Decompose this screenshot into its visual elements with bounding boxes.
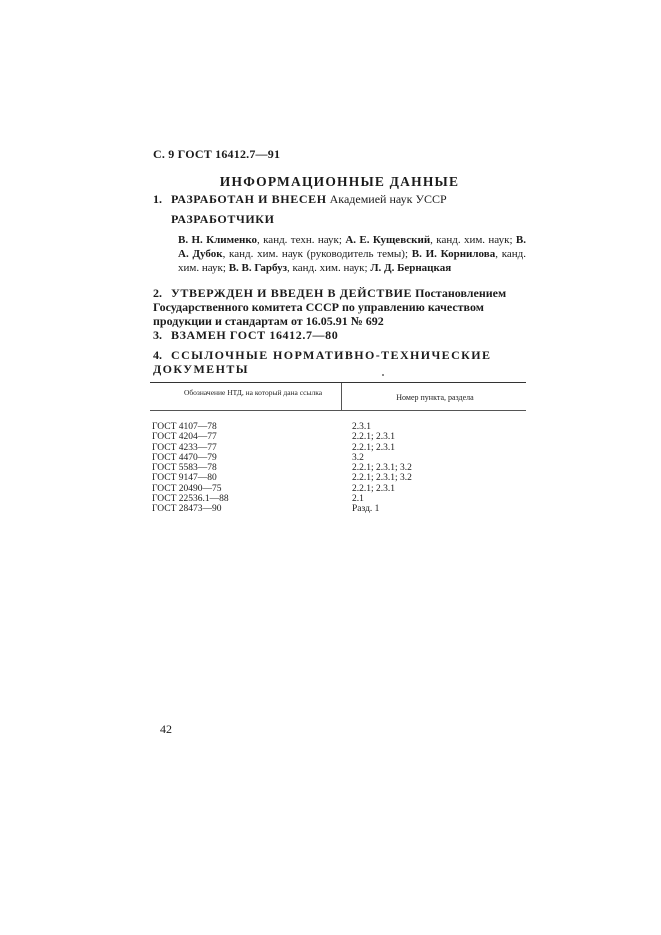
developers-heading: РАЗРАБОТЧИКИ [171, 212, 275, 226]
page-title: ИНФОРМАЦИОННЫЕ ДАННЫЕ [219, 174, 460, 189]
page-number: 42 [160, 722, 172, 736]
table-cell-doc: ГОСТ 4233—77 [152, 442, 217, 453]
table-cell-doc: ГОСТ 22536.1—88 [152, 494, 229, 505]
table-cell-ref: 2.2.1; 2.3.1 [352, 483, 396, 494]
author-role: , канд. хим. наук; [430, 234, 516, 246]
section-1 [153, 192, 525, 206]
section-2-caps: УТВЕРЖДЕН И ВВЕДЕН В ДЕЙСТВИЕ [171, 286, 413, 300]
table-cell-doc: ГОСТ 4107—78 [152, 422, 217, 432]
author-name: В. И. Корнилова [411, 248, 496, 260]
section-number: 4. [153, 348, 162, 362]
section-number: 1. [153, 192, 162, 206]
author-name: Л. Д. Бернацкая [370, 262, 452, 274]
table-cell-doc: ГОСТ 4204—77 [152, 432, 217, 443]
author-name: А. Е. Кущевский [345, 234, 431, 246]
author-name: В. Н. Клименко [178, 234, 258, 246]
table-cell-ref: 3.2 [352, 452, 364, 463]
table-column-divider [341, 383, 342, 411]
table-cell-ref: Разд. 1 [352, 504, 380, 515]
section-1-text: Академией наук УССР [326, 192, 447, 206]
author-role: , канд. хим. наук; [287, 262, 371, 274]
developers-list [178, 233, 526, 275]
table-header-document: Обозначение НТД, на который дана ссылка [183, 388, 323, 397]
section-3 [153, 328, 525, 342]
table-cell-doc: ГОСТ 9147—80 [152, 473, 217, 484]
table-cell-ref: 2.2.1; 2.3.1 [352, 432, 396, 443]
stray-mark [382, 374, 384, 376]
table-doc-column [152, 422, 229, 515]
author-role: , канд. хим. наук (руководитель темы); [222, 248, 412, 260]
table-cell-ref: 2.1 [352, 494, 364, 505]
author-role: , канд. техн. наук; [257, 234, 346, 246]
table-cell-ref: 2.2.1; 2.3.1; 3.2 [352, 473, 412, 484]
table-cell-ref: 2.3.1 [352, 422, 371, 432]
section-3-text: ВЗАМЕН ГОСТ 16412.7—80 [171, 328, 339, 342]
table-cell-ref: 2.2.1; 2.3.1; 3.2 [352, 463, 412, 474]
section-number: 2. [153, 286, 162, 300]
section-4-text: ССЫЛОЧНЫЕ НОРМАТИВНО-ТЕХНИЧЕСКИЕ ДОКУМЕНТЫ [153, 348, 492, 376]
section-4 [153, 348, 533, 376]
table-cell-doc: ГОСТ 5583—78 [152, 463, 217, 474]
table-cell-doc: ГОСТ 28473—90 [152, 504, 222, 515]
table-cell-doc: ГОСТ 20490—75 [152, 483, 222, 494]
section-2-text: Постановлением Государственного комитета СССР по управлению качеством продукции и стандартам от 16.05.91 № 692 [153, 286, 507, 328]
table-header-rule [150, 410, 526, 411]
table-cell-doc: ГОСТ 4470—79 [152, 452, 217, 463]
author-name: В. В. Гарбуз [228, 262, 288, 274]
section-1-caps: РАЗРАБОТАН И ВНЕСЕН [171, 192, 327, 206]
table-ref-column [352, 422, 412, 515]
section-2 [153, 286, 525, 328]
document-header: С. 9 ГОСТ 16412.7—91 [153, 147, 281, 161]
section-number: 3. [153, 328, 162, 342]
author-name: В. А. Дубок [178, 234, 526, 260]
table-top-rule [150, 382, 526, 383]
table-header-clause: Номер пункта, раздела [396, 393, 474, 402]
table-cell-ref: 2.2.1; 2.3.1 [352, 442, 396, 453]
author-role: , канд. хим. наук; [178, 248, 527, 274]
